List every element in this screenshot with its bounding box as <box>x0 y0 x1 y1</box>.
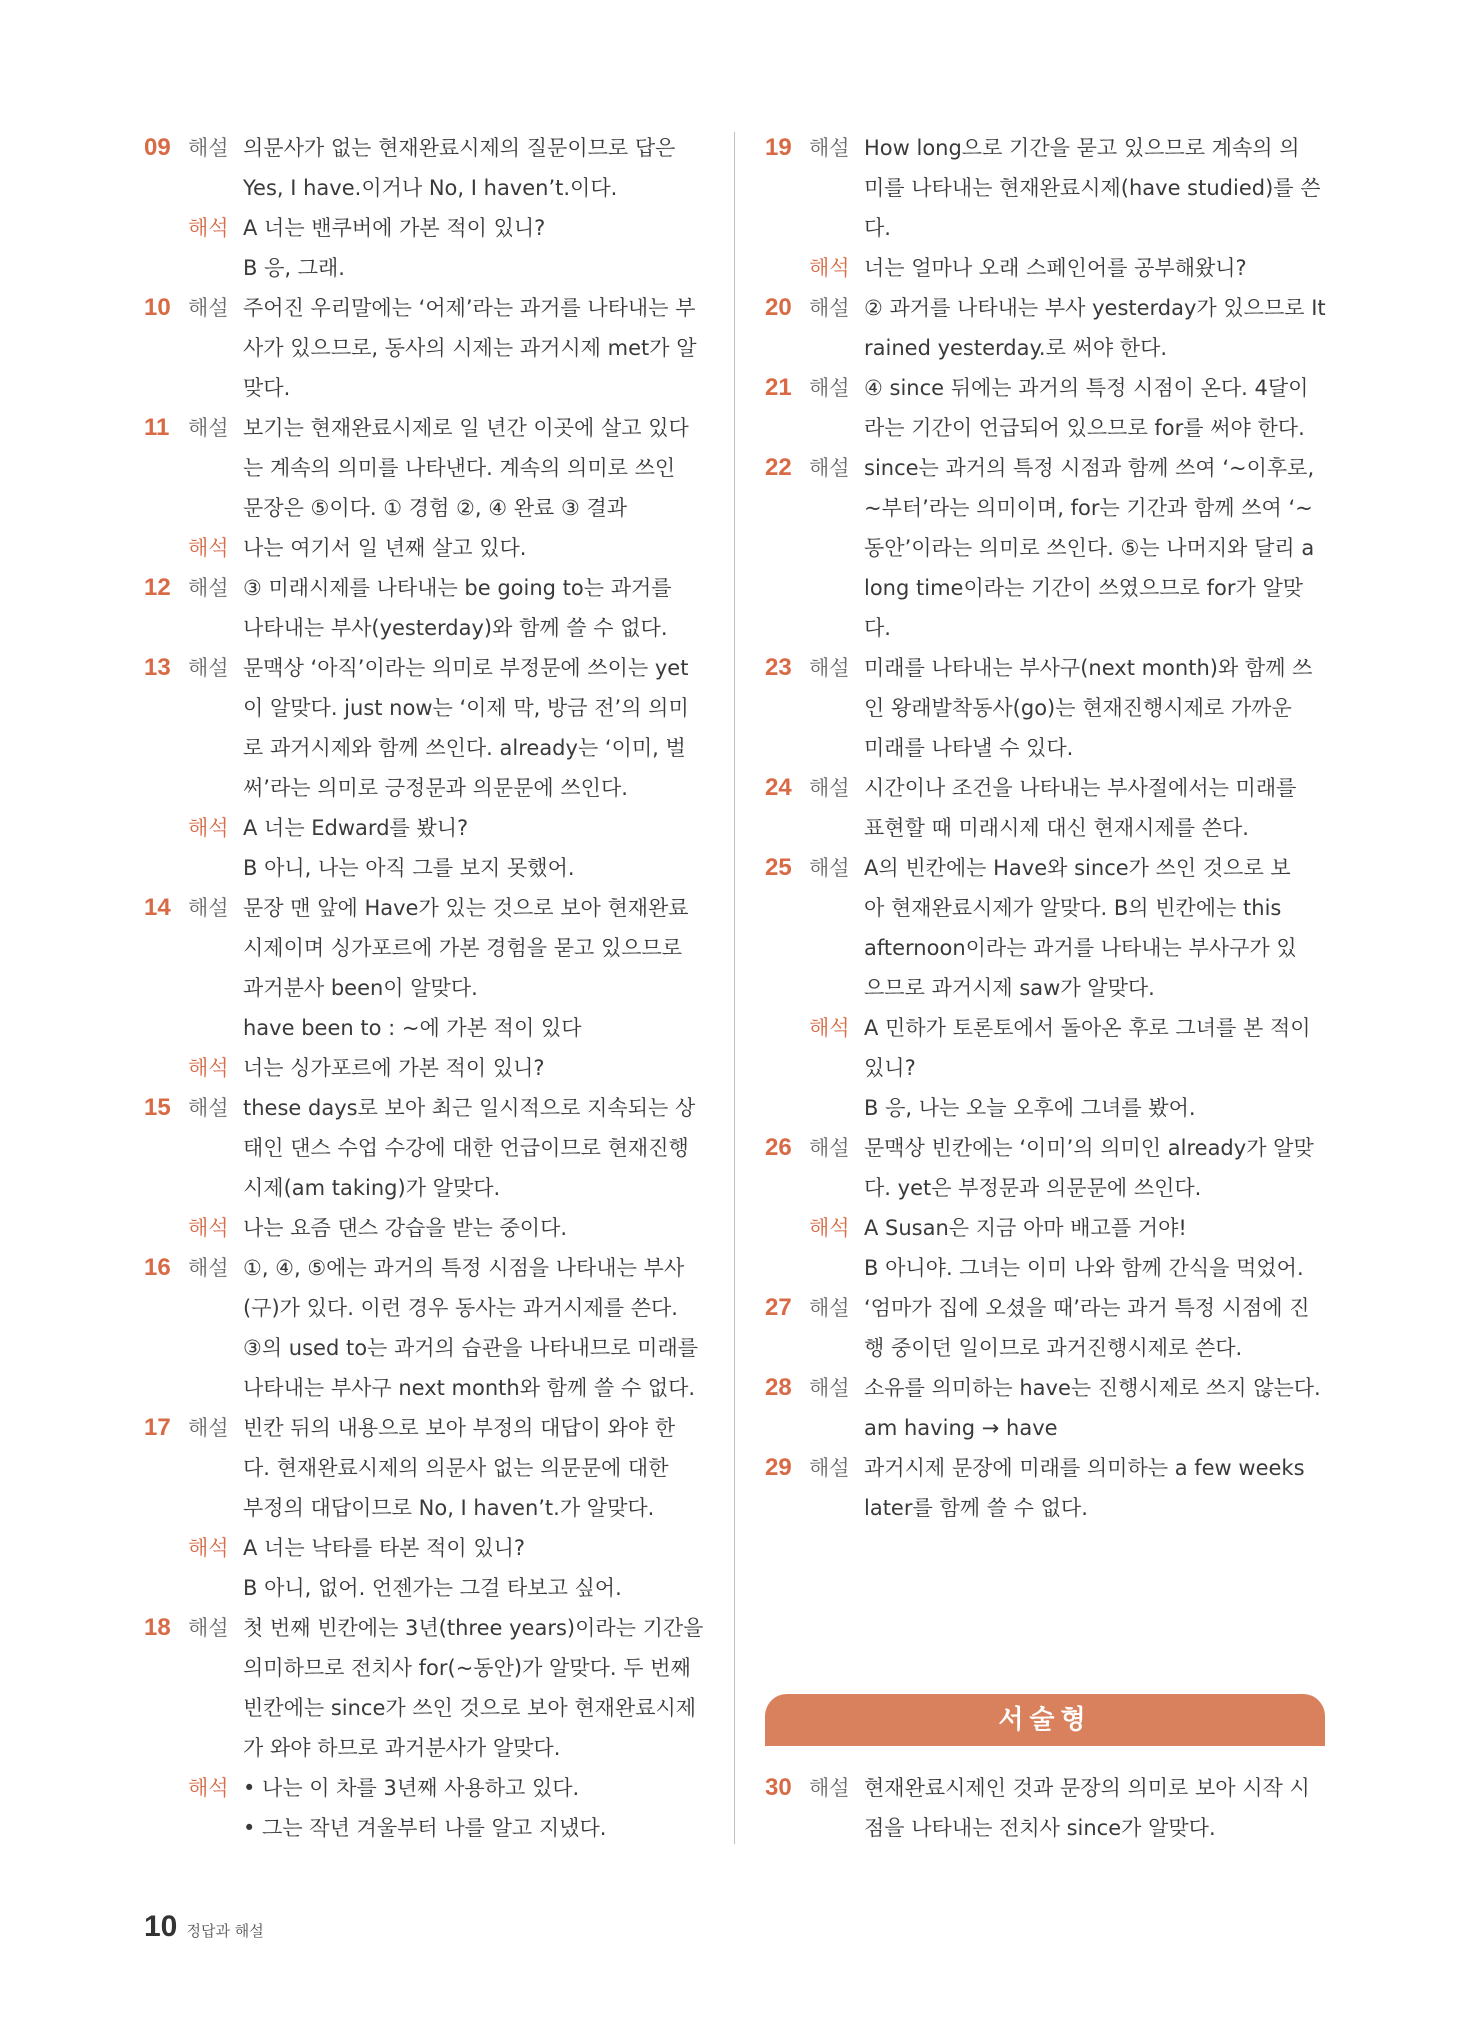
entry-tag: 해설 <box>809 456 850 480</box>
translation-line: • 나는 이 차를 3년째 사용하고 있다. <box>243 1776 580 1800</box>
entry-tag: 해설 <box>188 1616 229 1640</box>
entry-line: 으므로 과거시제 saw가 알맞다. <box>864 976 1155 1000</box>
entry-19 <box>765 128 1335 248</box>
translation <box>765 248 1335 288</box>
translation-line: 나는 요즘 댄스 강습을 받는 중이다. <box>243 1216 568 1240</box>
entry-number: 17 <box>144 1414 171 1441</box>
entry-text <box>864 1448 1335 1528</box>
entry-number: 30 <box>765 1774 792 1801</box>
entry-tag: 해설 <box>188 1096 229 1120</box>
entry-14 <box>144 888 704 1048</box>
entry-text <box>864 368 1335 448</box>
entry-text <box>243 1088 704 1208</box>
entry-line: 가 와야 하므로 과거분사가 알맞다. <box>243 1736 561 1760</box>
entry-line: afternoon이라는 과거를 나타내는 부사구가 있 <box>864 936 1297 960</box>
translation-tag: 해석 <box>188 1776 229 1800</box>
entry-11 <box>144 408 704 528</box>
entry-line: 첫 번째 빈칸에는 3년(three years)이라는 기간을 <box>243 1616 704 1640</box>
translation-line: A 너는 낙타를 타본 적이 있니? <box>243 1536 526 1560</box>
entry-26 <box>765 1128 1335 1208</box>
entry-tag: 해설 <box>188 656 229 680</box>
entry-tag: 해설 <box>188 896 229 920</box>
entry-tag: 해설 <box>188 416 229 440</box>
entry-line: ‘엄마가 집에 오셨을 때’라는 과거 특정 시점에 진 <box>864 1296 1310 1320</box>
entry-line: later를 함께 쓸 수 없다. <box>864 1496 1088 1520</box>
entry-text <box>864 448 1335 648</box>
entry-text <box>243 288 704 408</box>
translation-line: 너는 싱가포르에 가본 적이 있니? <box>243 1056 545 1080</box>
entry-29 <box>765 1448 1335 1528</box>
entry-line: 빈칸에는 since가 쓰인 것으로 보아 현재완료시제 <box>243 1696 697 1720</box>
entry-tag: 해설 <box>809 1296 850 1320</box>
entry-line: 인 왕래발착동사(go)는 현재진행시제로 가까운 <box>864 696 1292 720</box>
entry-number: 09 <box>144 134 171 161</box>
entry-20 <box>765 288 1335 368</box>
entry-line: ①, ④, ⑤에는 과거의 특정 시점을 나타내는 부사 <box>243 1256 685 1280</box>
translation-line: • 그는 작년 겨울부터 나를 알고 지냈다. <box>243 1816 607 1840</box>
translation-line: B 응, 그래. <box>243 256 345 280</box>
entry-line: 문맥상 ‘아직’이라는 의미로 부정문에 쓰이는 yet <box>243 656 689 680</box>
entry-30 <box>765 1768 1335 1848</box>
entry-line: 미래를 나타낼 수 있다. <box>864 736 1074 760</box>
left-column <box>144 128 704 1848</box>
entry-line: 로 과거시제와 함께 쓰인다. already는 ‘이미, 벌 <box>243 736 686 760</box>
entry-10 <box>144 288 704 408</box>
entry-09 <box>144 128 704 208</box>
entry-number: 14 <box>144 894 171 921</box>
entry-line: 의문사가 없는 현재완료시제의 질문이므로 답은 <box>243 136 676 160</box>
entry-line: 빈칸 뒤의 내용으로 보아 부정의 대답이 와야 한 <box>243 1416 676 1440</box>
entry-text <box>243 888 704 1048</box>
entry-tag: 해설 <box>188 136 229 160</box>
entry-number: 27 <box>765 1294 792 1321</box>
entry-number: 25 <box>765 854 792 881</box>
entry-text <box>243 408 704 528</box>
translation <box>144 208 704 288</box>
entry-tag: 해설 <box>188 576 229 600</box>
entry-line: 현재완료시제인 것과 문장의 의미로 보아 시작 시 <box>864 1776 1310 1800</box>
entry-line: 시간이나 조건을 나타내는 부사절에서는 미래를 <box>864 776 1297 800</box>
entry-line: 라는 기간이 언급되어 있으므로 for를 써야 한다. <box>864 416 1305 440</box>
entry-16 <box>144 1248 704 1408</box>
translation-text <box>243 1208 704 1248</box>
entry-12 <box>144 568 704 648</box>
entry-number: 21 <box>765 374 792 401</box>
entry-line: 문맥상 빈칸에는 ‘이미’의 의미인 already가 알맞 <box>864 1136 1314 1160</box>
entry-number: 16 <box>144 1254 171 1281</box>
entry-number: 15 <box>144 1094 171 1121</box>
entry-number: 12 <box>144 574 171 601</box>
translation-text <box>243 1528 704 1608</box>
entry-line: 다. 현재완료시제의 의문사 없는 의문문에 대한 <box>243 1456 669 1480</box>
entry-line: 미를 나타내는 현재완료시제(have studied)를 쓴 <box>864 176 1321 200</box>
entry-tag: 해설 <box>809 136 850 160</box>
entry-line: 문장 맨 앞에 Have가 있는 것으로 보아 현재완료 <box>243 896 689 920</box>
entry-line: A의 빈칸에는 Have와 since가 쓰인 것으로 보 <box>864 856 1291 880</box>
entry-number: 28 <box>765 1374 792 1401</box>
entry-line: 는 계속의 의미를 나타낸다. 계속의 의미로 쓰인 <box>243 456 676 480</box>
entry-line: have been to : ~에 가본 적이 있다 <box>243 1016 582 1040</box>
entry-tag: 해설 <box>809 1376 850 1400</box>
translation-tag: 해석 <box>188 816 229 840</box>
entry-line: 미래를 나타내는 부사구(next month)와 함께 쓰 <box>864 656 1313 680</box>
translation-tag: 해석 <box>809 1216 850 1240</box>
entry-line: 부정의 대답이므로 No, I haven’t.가 알맞다. <box>243 1496 655 1520</box>
translation <box>144 528 704 568</box>
footer-label: 정답과 해설 <box>186 1922 264 1940</box>
section-heading: 서술형 <box>765 1694 1325 1746</box>
translation <box>765 1208 1335 1288</box>
entry-line: 나타내는 부사구 next month와 함께 쓸 수 없다. <box>243 1376 696 1400</box>
entry-tag: 해설 <box>188 1416 229 1440</box>
entry-text <box>864 1288 1335 1368</box>
entry-line: 주어진 우리말에는 ‘어제’라는 과거를 나타내는 부 <box>243 296 696 320</box>
entry-27 <box>765 1288 1335 1368</box>
entry-text <box>864 128 1335 248</box>
translation-line: B 아니, 나는 아직 그를 보지 못했어. <box>243 856 575 880</box>
entry-text <box>243 1408 704 1528</box>
translation-text <box>243 1048 704 1088</box>
entry-tag: 해설 <box>809 296 850 320</box>
column-divider <box>734 132 735 1844</box>
translation-text <box>864 248 1335 288</box>
entry-line: 맞다. <box>243 376 291 400</box>
entry-text <box>243 1608 704 1768</box>
entry-number: 22 <box>765 454 792 481</box>
entry-line: 나타내는 부사(yesterday)와 함께 쓸 수 없다. <box>243 616 668 640</box>
translation-line: A Susan은 지금 아마 배고플 거야! <box>864 1216 1187 1240</box>
translation-line: 있니? <box>864 1056 916 1080</box>
entry-line: 다. <box>864 616 891 640</box>
entry-tag: 해설 <box>809 656 850 680</box>
entry-line: 다. <box>864 216 891 240</box>
right-column <box>765 128 1335 1528</box>
entry-tag: 해설 <box>188 1256 229 1280</box>
entry-tag: 해설 <box>809 1776 850 1800</box>
translation-tag: 해석 <box>188 1536 229 1560</box>
entry-line: 보기는 현재완료시제로 일 년간 이곳에 살고 있다 <box>243 416 689 440</box>
entry-24 <box>765 768 1335 848</box>
entry-line: 태인 댄스 수업 수강에 대한 언급이므로 현재진행 <box>243 1136 689 1160</box>
entry-line: Yes, I have.이거나 No, I haven’t.이다. <box>243 176 618 200</box>
entry-tag: 해설 <box>809 1456 850 1480</box>
translation <box>144 1048 704 1088</box>
entry-text <box>243 128 704 208</box>
page-footer <box>144 1910 264 1944</box>
entry-line: (구)가 있다. 이런 경우 동사는 과거시제를 쓴다. <box>243 1296 678 1320</box>
entry-number: 29 <box>765 1454 792 1481</box>
entry-number: 18 <box>144 1614 171 1641</box>
entry-text <box>864 648 1335 768</box>
translation-text <box>243 808 704 888</box>
entry-line: 시제(am taking)가 알맞다. <box>243 1176 501 1200</box>
entry-25 <box>765 848 1335 1008</box>
translation-tag: 해석 <box>809 1016 850 1040</box>
entry-line: ③ 미래시제를 나타내는 be going to는 과거를 <box>243 576 672 600</box>
translation-text <box>243 1768 704 1848</box>
translation-line: B 아니, 없어. 언젠가는 그걸 타보고 싶어. <box>243 1576 622 1600</box>
entry-tag: 해설 <box>809 1136 850 1160</box>
translation-text <box>243 208 704 288</box>
translation-line: 너는 얼마나 오래 스페인어를 공부해왔니? <box>864 256 1247 280</box>
entry-line: 점을 나타내는 전치사 since가 알맞다. <box>864 1816 1216 1840</box>
translation-line: A 너는 밴쿠버에 가본 적이 있니? <box>243 216 546 240</box>
translation <box>765 1008 1335 1128</box>
entry-line: ④ since 뒤에는 과거의 특정 시점이 온다. 4달이 <box>864 376 1309 400</box>
entry-line: 문장은 ⑤이다. ① 경험 ②, ④ 완료 ③ 결과 <box>243 496 628 520</box>
entry-13 <box>144 648 704 808</box>
entry-text <box>243 1248 704 1408</box>
entry-text <box>864 288 1335 368</box>
entry-line: these days로 보아 최근 일시적으로 지속되는 상 <box>243 1096 696 1120</box>
entry-15 <box>144 1088 704 1208</box>
entry-22 <box>765 448 1335 648</box>
translation <box>144 1528 704 1608</box>
translation-line: A 민하가 토론토에서 돌아온 후로 그녀를 본 적이 <box>864 1016 1311 1040</box>
entry-line: 소유를 의미하는 have는 진행시제로 쓰지 않는다. <box>864 1376 1321 1400</box>
entry-line: 시제이며 싱가포르에 가본 경험을 묻고 있으므로 <box>243 936 683 960</box>
entry-number: 11 <box>144 414 170 441</box>
entry-text <box>864 1368 1335 1448</box>
translation-tag: 해석 <box>188 536 229 560</box>
translation <box>144 1208 704 1248</box>
entry-tag: 해설 <box>188 296 229 320</box>
entry-line: 의미하므로 전치사 for(~동안)가 알맞다. 두 번째 <box>243 1656 691 1680</box>
entry-number: 23 <box>765 654 792 681</box>
entry-number: 26 <box>765 1134 792 1161</box>
entry-line: 표현할 때 미래시제 대신 현재시제를 쓴다. <box>864 816 1249 840</box>
translation-tag: 해석 <box>188 1216 229 1240</box>
entry-line: 사가 있으므로, 동사의 시제는 과거시제 met가 알 <box>243 336 697 360</box>
entry-number: 19 <box>765 134 792 161</box>
entry-line: ② 과거를 나타내는 부사 yesterday가 있으므로 It <box>864 296 1326 320</box>
entry-line: 과거시제 문장에 미래를 의미하는 a few weeks <box>864 1456 1305 1480</box>
entry-text <box>864 848 1335 1008</box>
entry-tag: 해설 <box>809 376 850 400</box>
entry-text <box>243 568 704 648</box>
entry-line: 이 알맞다. just now는 ‘이제 막, 방금 전’의 의미 <box>243 696 689 720</box>
entry-number: 20 <box>765 294 792 321</box>
entry-text <box>864 768 1335 848</box>
entry-line: am having → have <box>864 1416 1058 1440</box>
translation-line: B 아니야. 그녀는 이미 나와 함께 간식을 먹었어. <box>864 1256 1304 1280</box>
entry-line: 다. yet은 부정문과 의문문에 쓰인다. <box>864 1176 1202 1200</box>
translation-text <box>243 528 704 568</box>
entry-number: 10 <box>144 294 171 321</box>
entry-line: 써’라는 의미로 긍정문과 의문문에 쓰인다. <box>243 776 628 800</box>
translation <box>144 1768 704 1848</box>
entry-line: 행 중이던 일이므로 과거진행시제로 쓴다. <box>864 1336 1243 1360</box>
entry-tag: 해설 <box>809 856 850 880</box>
translation-text <box>864 1208 1335 1288</box>
entry-number: 13 <box>144 654 171 681</box>
entry-28 <box>765 1368 1335 1448</box>
entry-18 <box>144 1608 704 1768</box>
entry-tag: 해설 <box>809 776 850 800</box>
translation-tag: 해석 <box>188 216 229 240</box>
translation-line: A 너는 Edward를 봤니? <box>243 816 469 840</box>
page-number: 10 <box>144 1910 178 1943</box>
entry-line: How long으로 기간을 묻고 있으므로 계속의 의 <box>864 136 1300 160</box>
entry-text <box>243 648 704 808</box>
entry-number: 24 <box>765 774 792 801</box>
entry-17 <box>144 1408 704 1528</box>
entry-line: 과거분사 been이 알맞다. <box>243 976 478 1000</box>
translation-line: 나는 여기서 일 년째 살고 있다. <box>243 536 527 560</box>
entry-21 <box>765 368 1335 448</box>
entry-line: long time이라는 기간이 쓰였으므로 for가 알맞 <box>864 576 1304 600</box>
entry-line: 아 현재완료시제가 알맞다. B의 빈칸에는 this <box>864 896 1282 920</box>
translation-line: B 응, 나는 오늘 오후에 그녀를 봤어. <box>864 1096 1196 1120</box>
translation <box>144 808 704 888</box>
entry-line: ③의 used to는 과거의 습관을 나타내므로 미래를 <box>243 1336 699 1360</box>
entry-23 <box>765 648 1335 768</box>
translation-text <box>864 1008 1335 1128</box>
translation-tag: 해석 <box>809 256 850 280</box>
entry-text <box>864 1128 1335 1208</box>
entry-line: 동안’이라는 의미로 쓰인다. ⑤는 나머지와 달리 a <box>864 536 1315 560</box>
entry-line: rained yesterday.로 써야 한다. <box>864 336 1168 360</box>
translation-tag: 해석 <box>188 1056 229 1080</box>
entry-line: since는 과거의 특정 시점과 함께 쓰여 ‘~이후로, <box>864 456 1315 480</box>
entry-line: ~부터’라는 의미이며, for는 기간과 함께 쓰여 ‘~ <box>864 496 1313 520</box>
